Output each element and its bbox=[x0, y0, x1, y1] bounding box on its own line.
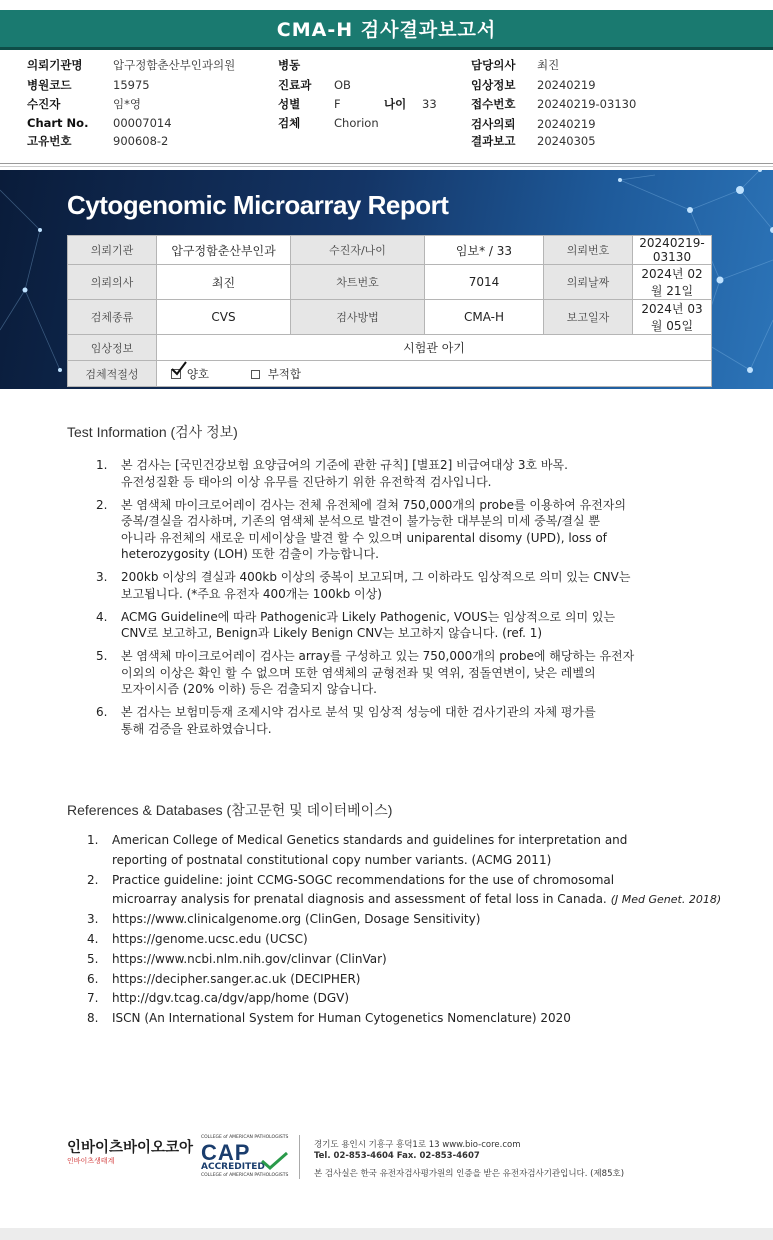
cap-caption-top: COLLEGE of AMERICAN PATHOLOGISTS bbox=[201, 1135, 289, 1140]
accreditation-note: 본 검사실은 한국 유전자검사평가원의 인증을 받은 유전자검사기관입니다. (제85호) bbox=[314, 1169, 625, 1179]
item-text-line: https://decipher.sanger.ac.uk (DECIPHER) bbox=[112, 971, 361, 986]
adequacy-bad-label: 부적합 bbox=[267, 366, 302, 381]
report-title: CMA-H 검사결과보고서 bbox=[0, 10, 773, 50]
item-text-line: 중복/결실을 검사하며, 기존의 염색체 분석으로 발견이 불가능한 대부분의 미세 중복/결실 뿐 bbox=[121, 514, 600, 528]
list-item bbox=[96, 457, 634, 490]
footer bbox=[67, 1135, 727, 1185]
item-number: 7. bbox=[87, 991, 99, 1006]
header-field: 병동 bbox=[278, 58, 301, 72]
header-field: 병원코드 15975 bbox=[27, 78, 150, 92]
cap-caption-bottom: COLLEGE of AMERICAN PATHOLOGISTS bbox=[201, 1173, 289, 1178]
cap-logo: CAP bbox=[201, 1140, 251, 1165]
item-text-line: 유전성질환 등 태아의 이상 유무를 진단하기 위한 유전학적 검사입니다. bbox=[121, 474, 492, 489]
item-number: 1. bbox=[87, 833, 99, 847]
item-text-line: Practice guideline: joint CCMG-SOGC recommendations for the use of chromosomal bbox=[112, 872, 615, 887]
request-info-table bbox=[67, 235, 712, 387]
item-number: 8. bbox=[87, 1011, 99, 1026]
item-text-line: 본 검사는 [국민건강보험 요양급여의 기준에 관한 규칙] [별표2] 비급여대상 3호 바목. bbox=[121, 458, 568, 472]
header-field: 결과보고 20240305 bbox=[471, 134, 596, 148]
header-field: 진료과 OB bbox=[278, 78, 351, 92]
item-text-line: 통해 검증을 완료하였습니다. bbox=[121, 721, 272, 736]
company-logo: 인바이츠바이오코아 bbox=[67, 1140, 194, 1156]
list-item bbox=[96, 497, 634, 563]
footer-divider bbox=[299, 1135, 300, 1179]
header-field: 수진자 임*영 bbox=[27, 97, 141, 111]
citation: (J Med Genet. 2018) bbox=[610, 893, 722, 907]
header-field: 의뢰기관명 압구정함춘산부인과의원 bbox=[27, 58, 236, 72]
table-value: 최진 bbox=[157, 265, 291, 300]
item-text-line: https://www.clinicalgenome.org (ClinGen, Dosage Sensitivity) bbox=[112, 912, 481, 927]
company-logo-sub: 인바이츠생태계 bbox=[67, 1157, 115, 1165]
item-text-line: 본 염색체 마이크로어레이 검사는 전체 유전체에 걸쳐 750,000개의 probe를 이용하여 유전자의 bbox=[121, 497, 626, 512]
header-field: 검사의뢰 20240219 bbox=[471, 117, 596, 131]
list-item bbox=[87, 831, 721, 871]
item-text-line: https://www.ncbi.nlm.nih.gov/clinvar (ClinVar) bbox=[112, 951, 387, 966]
item-text-line: CNV로 보고하고, Benign과 Likely Benign CNV는 보고하지 않습니다. (ref. 1) bbox=[121, 626, 543, 640]
test-info-title: Test Information (검사 정보) bbox=[67, 424, 238, 440]
table-label: 의뢰기관 bbox=[68, 236, 157, 265]
item-text-line: 이외의 이상은 확인 할 수 없으며 또한 염색체의 균형전좌 및 역위, 점돌연변이, 낮은 레벨의 bbox=[121, 665, 596, 680]
divider bbox=[0, 166, 773, 167]
checkbox-empty-icon bbox=[251, 370, 260, 379]
table-value: CMA-H bbox=[425, 300, 544, 335]
item-text-line: 본 염색체 마이크로어레이 검사는 array를 구성하고 있는 750,000개의 probe에 해당하는 유전자 bbox=[121, 649, 635, 663]
list-item bbox=[87, 1009, 721, 1029]
table-value: 20240219-03130 bbox=[633, 236, 712, 265]
table-label: 의뢰의사 bbox=[68, 265, 157, 300]
table-value: 2024년 03월 05일 bbox=[633, 300, 712, 335]
list-item bbox=[87, 989, 721, 1009]
item-text-line: heterozygosity (LOH) 또한 검출이 가능합니다. bbox=[121, 547, 379, 561]
adequacy-cell bbox=[157, 361, 712, 387]
table-label: 보고일자 bbox=[544, 300, 633, 335]
item-text-line bbox=[112, 890, 721, 910]
item-text-line: 보고됩니다. (*주요 유전자 400개는 100kb 이상) bbox=[121, 586, 382, 601]
item-text-line: American College of Medical Genetics standards and guidelines for interpretation and bbox=[112, 833, 628, 847]
table-label: 차트번호 bbox=[291, 265, 425, 300]
item-number: 2. bbox=[96, 497, 108, 512]
cap-accredited: ACCREDITED bbox=[201, 1162, 265, 1172]
references-list bbox=[87, 831, 722, 1029]
table-label: 검사방법 bbox=[291, 300, 425, 335]
table-label: 검체종류 bbox=[68, 300, 157, 335]
item-number: 2. bbox=[87, 872, 99, 887]
item-text-line: https://genome.ucsc.edu (UCSC) bbox=[112, 931, 308, 946]
address-text: 경기도 용인시 기흥구 흥덕1로 13 www.bio-core.com bbox=[314, 1140, 521, 1150]
checkbox-checked-icon bbox=[171, 369, 181, 379]
header-field: 임상정보 20240219 bbox=[471, 78, 596, 92]
header-field: 성별 F bbox=[278, 97, 341, 111]
item-number: 6. bbox=[87, 971, 99, 986]
list-item bbox=[87, 970, 721, 990]
list-item bbox=[87, 910, 721, 930]
item-text-line: http://dgv.tcag.ca/dgv/app/home (DGV) bbox=[112, 991, 350, 1006]
table-value: 임보* / 33 bbox=[425, 236, 544, 265]
header-field: 접수번호 20240219-03130 bbox=[471, 97, 637, 111]
references-title: References & Databases (참고문헌 및 데이터베이스) bbox=[67, 802, 393, 818]
item-text-line: ISCN (An International System for Human Cytogenetics Nomenclature) 2020 bbox=[112, 1011, 571, 1026]
item-text-line: ACMG Guideline에 따라 Pathogenic과 Likely Pathogenic, VOUS는 임상적으로 의미 있는 bbox=[121, 609, 616, 624]
table-value: 2024년 02월 21일 bbox=[633, 265, 712, 300]
table-label: 의뢰번호 bbox=[544, 236, 633, 265]
header-field: 담당의사 최진 bbox=[471, 58, 560, 72]
checkmark-icon bbox=[259, 1151, 289, 1171]
header-field: 나이 33 bbox=[384, 97, 437, 111]
item-text-line: 본 검사는 보험미등재 조제시약 검사로 분석 및 임상적 성능에 대한 검사기관의 자체 평가를 bbox=[121, 705, 596, 719]
list-item bbox=[96, 648, 635, 698]
list-item bbox=[87, 871, 722, 911]
item-number: 3. bbox=[87, 912, 99, 927]
item-number: 4. bbox=[96, 609, 108, 624]
item-text: microarray analysis for prenatal diagnosis and assessment of fetal loss in Canada. bbox=[112, 892, 607, 907]
table-value: 시험관 아기 bbox=[157, 335, 712, 361]
item-number: 5. bbox=[96, 649, 108, 663]
banner-title: Cytogenomic Microarray Report bbox=[67, 190, 449, 220]
header-field: 검체 Chorion bbox=[278, 116, 379, 130]
list-item bbox=[96, 609, 634, 642]
test-info-list bbox=[96, 457, 635, 737]
item-number: 5. bbox=[87, 951, 99, 966]
list-item bbox=[87, 950, 721, 970]
table-value: 7014 bbox=[425, 265, 544, 300]
item-number: 3. bbox=[96, 570, 108, 584]
item-text-line: 아니라 유전체의 새로운 미세이상을 발견 할 수 있으며 uniparental disomy (UPD), loss of bbox=[121, 530, 607, 545]
list-item bbox=[87, 930, 721, 950]
header-field: 고유번호 900608-2 bbox=[27, 134, 169, 148]
list-item bbox=[96, 704, 634, 737]
item-text-line: 모자이시즘 (20% 이하) 등은 검출되지 않습니다. bbox=[121, 682, 377, 696]
header-field: Chart No. 00007014 bbox=[27, 116, 172, 130]
item-number: 6. bbox=[96, 705, 108, 719]
item-number: 4. bbox=[87, 931, 99, 946]
item-text-line: 200kb 이상의 결실과 400kb 이상의 중복이 보고되며, 그 이하라도 임상적으로 의미 있는 CNV는 bbox=[121, 570, 631, 584]
table-value: 압구정함춘산부인과 bbox=[157, 236, 291, 265]
table-value: CVS bbox=[157, 300, 291, 335]
item-number: 1. bbox=[96, 458, 108, 472]
adequacy-good-label: 양호 bbox=[186, 366, 210, 381]
phone-text: Tel. 02-853-4604 Fax. 02-853-4607 bbox=[314, 1151, 480, 1161]
table-label: 검체적절성 bbox=[68, 361, 157, 387]
table-label: 임상정보 bbox=[68, 335, 157, 361]
item-text-line: reporting of postnatal constitutional copy number variants. (ACMG 2011) bbox=[112, 852, 552, 867]
table-label: 수진자/나이 bbox=[291, 236, 425, 265]
divider bbox=[0, 163, 773, 164]
list-item bbox=[96, 569, 634, 602]
table-label: 의뢰날짜 bbox=[544, 265, 633, 300]
